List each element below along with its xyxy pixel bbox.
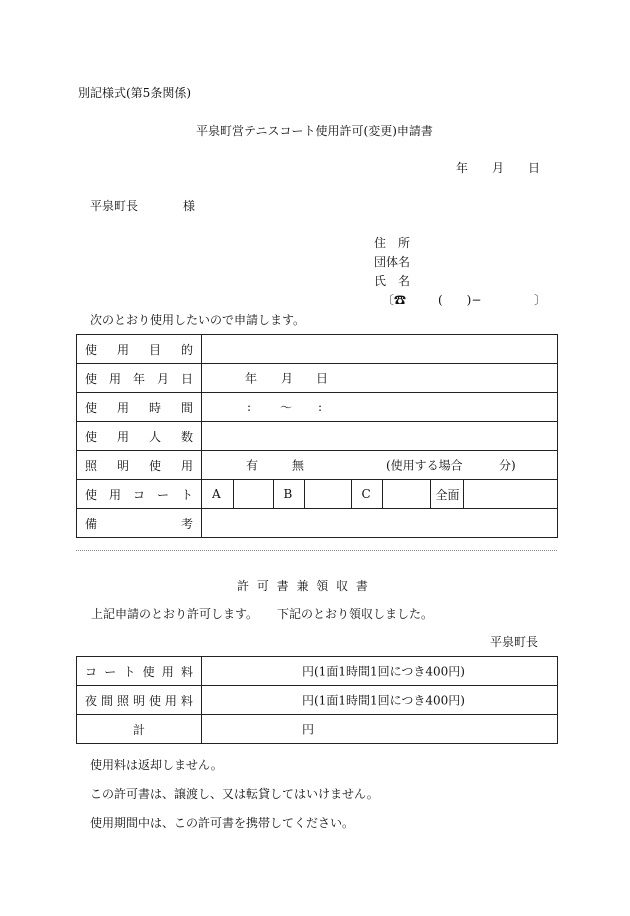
lighting-label-4: 用 <box>180 458 193 473</box>
people-field[interactable] <box>202 422 558 451</box>
court-c-field[interactable] <box>382 480 430 508</box>
court-a-label: A <box>202 480 233 508</box>
purpose-field[interactable] <box>202 335 558 364</box>
time-end-colon: : <box>318 400 323 414</box>
court-fee-label-4: 使 <box>142 664 155 679</box>
date-field-day: 日 <box>316 371 329 386</box>
date-year: 年 <box>456 161 469 175</box>
court-fee-label-6: 料 <box>180 664 193 679</box>
night-fee-label-4: 明 <box>132 693 145 708</box>
court-all-label: 全面 <box>430 480 463 508</box>
application-table <box>76 334 558 538</box>
group-label: 団体名 <box>374 255 411 269</box>
note-carry-permit: 使用期間中は、この許可書を携帯してください。 <box>90 816 355 830</box>
night-fee-label-6: 用 <box>164 693 177 708</box>
row-people <box>77 422 558 451</box>
night-fee-field[interactable] <box>202 686 558 715</box>
purpose-label-3: 目 <box>148 342 161 357</box>
night-fee-value: 円(1面1時間1回につき400円) <box>302 693 465 708</box>
lighting-field <box>202 451 558 480</box>
total-label: 計 <box>77 715 202 744</box>
court-grid <box>202 480 558 508</box>
time-field[interactable] <box>202 393 558 422</box>
court-b-label: B <box>273 480 304 508</box>
phone-open: 〔☎ <box>382 293 407 307</box>
row-court <box>77 480 558 509</box>
date-field-month: 月 <box>281 371 294 386</box>
people-label-4: 数 <box>180 429 193 444</box>
court-label-3: コ <box>132 487 145 502</box>
court-label-2: 用 <box>108 487 121 502</box>
permit-statement-approval: 上記申請のとおり許可します。 <box>91 607 259 621</box>
night-fee-label-1: 夜 <box>85 693 98 708</box>
remarks-field[interactable] <box>202 509 558 538</box>
purpose-label-4: 的 <box>180 342 193 357</box>
lighting-label-2: 明 <box>116 458 129 473</box>
total-field[interactable] <box>202 715 558 744</box>
court-a-field[interactable] <box>233 480 273 508</box>
date-label-3: 年 <box>132 371 145 386</box>
night-fee-label-5: 使 <box>148 693 161 708</box>
court-label-1: 使 <box>85 487 98 502</box>
date-field[interactable] <box>202 364 558 393</box>
phone-close: 〕 <box>534 293 547 307</box>
night-fee-label-3: 照 <box>116 693 129 708</box>
court-fee-value: 円(1面1時間1回につき400円) <box>302 664 465 679</box>
lighting-yes-option[interactable]: 有 <box>246 458 259 473</box>
permit-statement-receipt: 下記のとおり領収しました。 <box>277 607 434 621</box>
note-no-transfer: この許可書は、譲渡し、又は転貸してはいけません。 <box>90 787 379 801</box>
row-night-fee <box>77 686 558 715</box>
time-range-tilde: 〜 <box>280 400 293 415</box>
intro-text: 次のとおり使用したいので申請します。 <box>90 313 306 327</box>
night-fee-label-2: 間 <box>100 693 113 708</box>
date-day: 日 <box>528 161 541 175</box>
lighting-note: (使用する場合 <box>386 458 463 473</box>
time-label-2: 用 <box>116 400 129 415</box>
date-month: 月 <box>492 161 505 175</box>
time-label-4: 間 <box>180 400 193 415</box>
row-date <box>77 364 558 393</box>
total-value: 円 <box>302 722 315 737</box>
people-label-3: 人 <box>148 429 161 444</box>
court-fee-label-2: ー <box>104 664 117 679</box>
time-label-1: 使 <box>85 400 98 415</box>
permit-issuer: 平泉町長 <box>490 635 539 649</box>
row-remarks <box>77 509 558 538</box>
fee-table <box>76 656 558 744</box>
lighting-minutes-unit: 分) <box>499 458 516 473</box>
lighting-label-1: 照 <box>85 458 98 473</box>
court-fee-field[interactable] <box>202 657 558 686</box>
court-all-field[interactable] <box>463 480 558 508</box>
addressee: 平泉町長 <box>90 199 139 213</box>
row-lighting <box>77 451 558 480</box>
lighting-no-option[interactable]: 無 <box>292 458 305 473</box>
court-b-field[interactable] <box>304 480 351 508</box>
row-total <box>77 715 558 744</box>
separator-dotted-line <box>76 550 557 551</box>
court-fee-label-5: 用 <box>161 664 174 679</box>
time-label-3: 時 <box>148 400 161 415</box>
court-field <box>202 480 558 509</box>
form-title: 平泉町営テニスコート使用許可(変更)申請書 <box>196 124 433 138</box>
row-court-fee <box>77 657 558 686</box>
lighting-label-3: 使 <box>148 458 161 473</box>
permit-title: 許 可 書 兼 領 収 書 <box>237 579 370 593</box>
purpose-label-1: 使 <box>85 342 98 357</box>
court-c-label: C <box>351 480 382 508</box>
purpose-label-2: 用 <box>116 342 129 357</box>
date-label-5: 日 <box>180 371 193 386</box>
row-purpose <box>77 335 558 364</box>
name-label: 氏 名 <box>374 274 411 288</box>
night-fee-label-7: 料 <box>180 693 193 708</box>
annex-label: 別記様式(第5条関係) <box>78 86 191 100</box>
date-label-4: 月 <box>156 371 169 386</box>
court-label-4: ー <box>156 487 169 502</box>
people-label-1: 使 <box>85 429 98 444</box>
people-label-2: 用 <box>116 429 129 444</box>
remarks-label-1: 備 <box>85 516 98 531</box>
note-no-refund: 使用料は返却しません。 <box>90 758 223 772</box>
date-label-2: 用 <box>108 371 121 386</box>
remarks-label-2: 考 <box>180 516 193 531</box>
date-label-1: 使 <box>85 371 98 386</box>
addressee-honorific: 様 <box>183 199 196 213</box>
court-fee-label-1: コ <box>85 664 98 679</box>
address-label: 住 所 <box>374 236 411 250</box>
court-fee-label-3: ト <box>123 664 136 679</box>
time-start-colon: : <box>247 400 252 414</box>
phone-paren: ( )− <box>438 293 482 307</box>
date-field-year: 年 <box>245 371 258 386</box>
row-time <box>77 393 558 422</box>
court-label-5: ト <box>180 487 193 502</box>
